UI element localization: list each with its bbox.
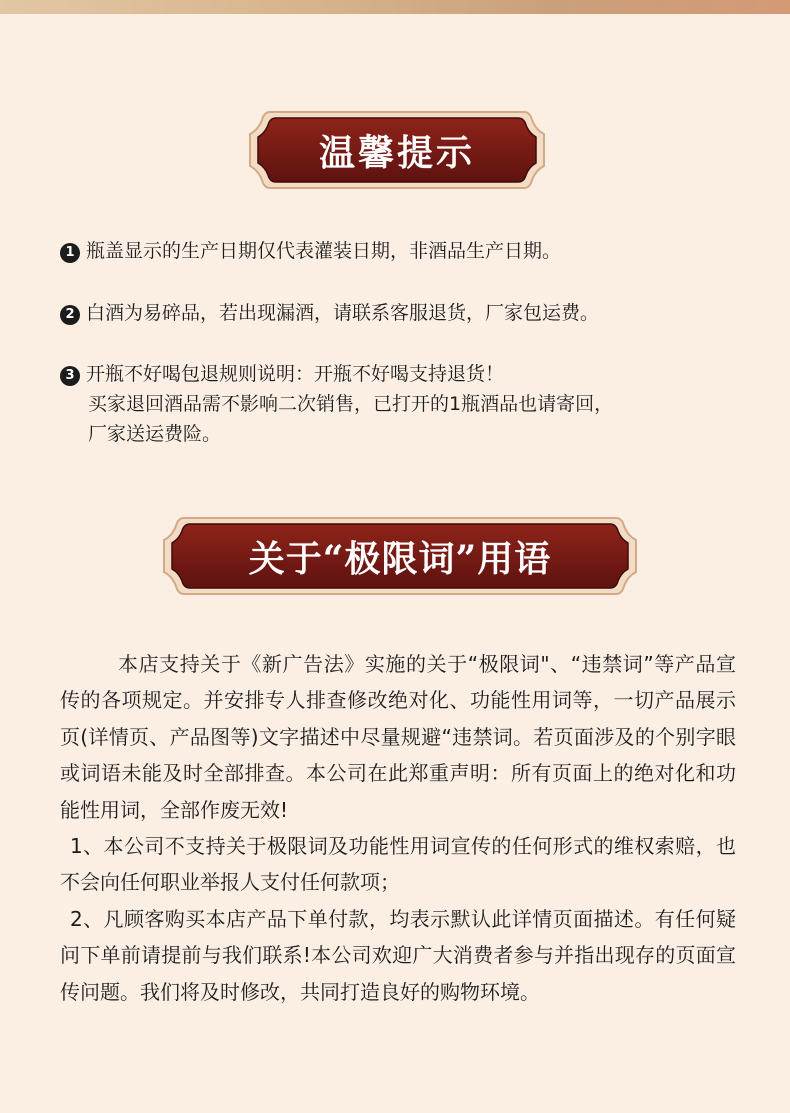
policy-item-1: 1、本公司不支持关于极限词及功能性用词宣传的任何形式的维权索赔，也不会向任何职业举报人支付任何款项； xyxy=(60,834,736,895)
warm-tips-banner xyxy=(246,106,548,194)
notice-item-2 xyxy=(60,298,760,328)
top-gradient-bar xyxy=(0,0,790,14)
extreme-words-banner xyxy=(160,512,640,600)
number-badge-icon: 2 xyxy=(60,305,80,325)
notice-text-continued: 厂家送运费险。 xyxy=(88,423,222,445)
policy-item-2: 2、凡顾客购买本店产品下单付款，均表示默认此详情页面描述。有任何疑问下单前请提前与我们联系!本公司欢迎广大消费者参与并指出现存的页面宣传问题。我们将及时修改，共同打造良好的购物环境。 xyxy=(60,906,736,1004)
notice-text: 白酒为易碎品，若出现漏酒，请联系客服退货，厂家包运费。 xyxy=(86,302,600,324)
notice-text: 开瓶不好喝包退规则说明：开瓶不好喝支持退货！ xyxy=(86,363,505,385)
notice-text: 瓶盖显示的生产日期仅代表灌装日期，非酒品生产日期。 xyxy=(86,240,562,262)
notice-item-3 xyxy=(60,359,760,449)
number-badge-icon: 3 xyxy=(60,366,80,386)
notice-item-1 xyxy=(60,236,760,266)
policy-paragraph: 本店支持关于《新广告法》实施的关于“极限词"、“违禁词”等产品宣传的各项规定。并安排专人排查修改绝对化、功能性用词等，一切产品展示页(详情页、产品图等)文字描述中尽量规避“违禁词。若页面涉及的个别字眼或词语未能及时全部排查。本公司在此郑重声明：所有页面上的绝对化和功能性用词，全部作废无效! xyxy=(60,652,736,822)
notice-text-continued: 买家退回酒品需不影响二次销售，已打开的1瓶酒品也请寄回， xyxy=(88,393,614,415)
policy-statement xyxy=(60,646,736,1010)
number-badge-icon: 1 xyxy=(60,243,80,263)
warm-tips-title: 温馨提示 xyxy=(318,131,475,174)
extreme-words-title: 关于“极限词”用语 xyxy=(248,537,552,580)
